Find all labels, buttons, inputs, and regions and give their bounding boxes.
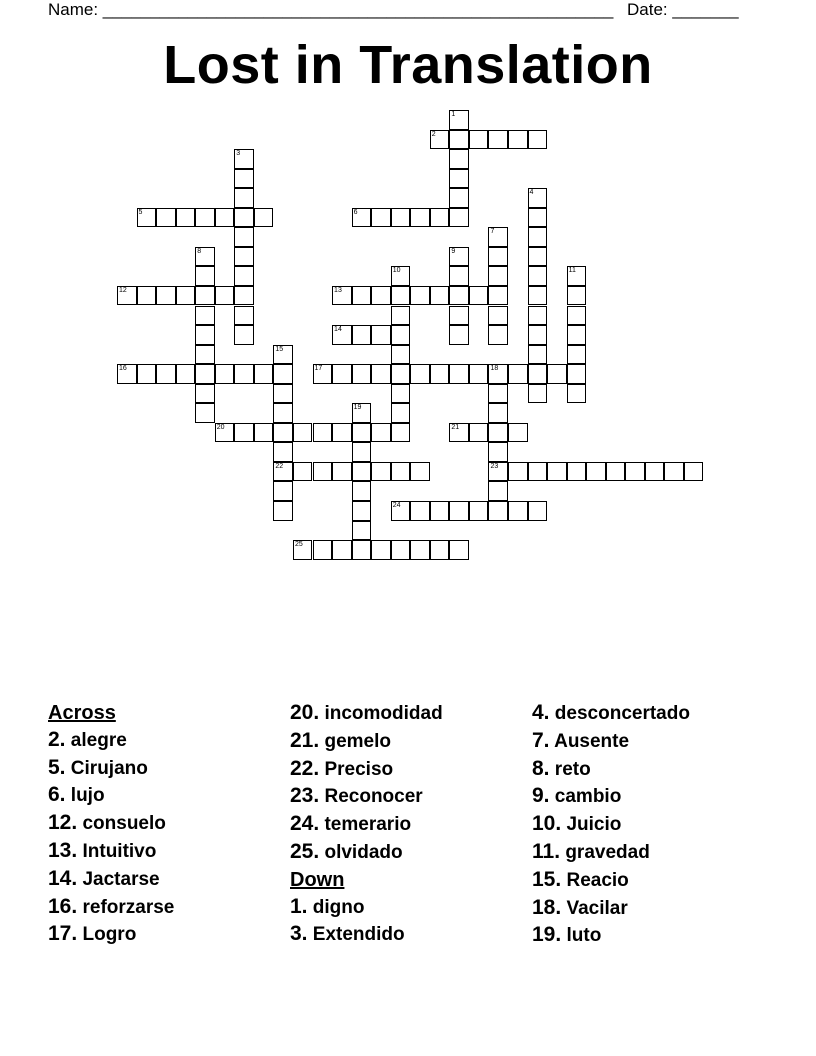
clue-number: 12 [119,286,127,294]
grid-cell[interactable] [215,286,235,306]
grid-cell[interactable] [488,247,508,267]
grid-cell[interactable] [234,423,254,443]
clue-item-text: temerario [324,814,412,836]
grid-cell[interactable] [528,247,548,267]
grid-cell[interactable] [567,266,587,286]
grid-cell[interactable] [488,462,508,482]
clue-number: 4 [529,189,534,197]
grid-cell[interactable] [430,286,450,306]
grid-cell[interactable] [391,403,411,423]
grid-cell[interactable] [567,306,587,326]
grid-cell[interactable] [528,306,548,326]
clue-item [290,783,540,811]
grid-cell[interactable] [371,286,391,306]
clue-item-number: 10. [532,812,562,836]
clue-number: 25 [294,541,303,549]
grid-cell[interactable] [645,462,665,482]
date-field-line: Date: _______ [627,0,739,19]
clue-number: 13 [334,286,342,294]
clue-item [532,867,782,895]
grid-cell[interactable] [528,227,548,247]
grid-cell[interactable] [528,188,548,208]
grid-cell[interactable] [410,462,430,482]
grid-cell[interactable] [410,286,430,306]
clue-item-number: 12. [48,811,78,835]
clue-item [532,728,782,756]
grid-cell[interactable] [391,286,411,306]
grid-cell[interactable] [313,364,333,384]
grid-cell[interactable] [469,364,489,384]
grid-cell[interactable] [195,286,215,306]
grid-cell[interactable] [488,325,508,345]
clue-item-text: cambio [554,786,622,808]
clue-item-number: 25. [290,839,320,863]
grid-cell[interactable] [215,364,235,384]
clue-number: 14 [334,326,342,334]
clue-item-number: 14. [48,866,78,890]
grid-cell[interactable] [449,208,469,228]
clue-number: 20 [216,423,225,431]
grid-cell[interactable] [449,169,469,189]
clue-item-number: 2. [48,727,66,751]
grid-cell[interactable] [352,521,372,541]
grid-cell[interactable] [273,501,293,521]
grid-cell[interactable] [273,345,293,365]
grid-cell[interactable] [508,423,528,443]
grid-cell[interactable] [273,384,293,404]
grid-cell[interactable] [664,462,684,482]
grid-cell[interactable] [391,306,411,326]
clue-item-number: 24. [290,812,320,836]
clue-item-number: 8. [532,756,550,780]
grid-cell[interactable] [176,364,196,384]
clue-item-number: 13. [48,838,78,862]
clue-item [290,728,540,756]
grid-cell[interactable] [137,286,157,306]
grid-cell[interactable] [332,462,352,482]
grid-cell[interactable] [528,286,548,306]
across-heading: Across [48,702,116,724]
grid-cell[interactable] [528,266,548,286]
clue-item-number: 7. [532,728,550,752]
clue-number: 3 [236,150,241,158]
grid-cell[interactable] [313,423,333,443]
clue-number: 21 [451,423,460,431]
clue-item-number: 17. [48,922,78,946]
grid-cell[interactable] [449,364,469,384]
clue-item-text: Cirujano [70,757,148,779]
clue-number: 11 [568,267,576,275]
clue-number: 24 [392,502,401,509]
grid-cell[interactable] [391,325,411,345]
grid-cell[interactable] [313,462,333,482]
grid-cell[interactable] [234,169,254,189]
grid-cell[interactable] [352,286,372,306]
grid-cell[interactable] [195,266,215,286]
clue-item-number: 15. [532,867,562,891]
grid-cell[interactable] [488,286,508,306]
grid-cell[interactable] [391,540,411,560]
grid-cell[interactable] [567,345,587,365]
grid-cell[interactable] [449,110,469,130]
grid-cell[interactable] [547,462,567,482]
grid-cell[interactable] [449,540,469,560]
grid-cell[interactable] [488,423,508,443]
clue-item [48,755,298,783]
grid-cell[interactable] [273,462,293,482]
grid-cell[interactable] [195,325,215,345]
grid-cell[interactable] [254,208,274,228]
grid-cell[interactable] [352,208,372,228]
clue-item [532,895,782,923]
page-title: Lost in Translation [163,35,653,95]
grid-cell[interactable] [234,364,254,384]
grid-cell[interactable] [528,384,548,404]
grid-cell[interactable] [488,306,508,326]
grid-cell[interactable] [195,306,215,326]
grid-cell[interactable] [391,384,411,404]
grid-cell[interactable] [273,481,293,501]
grid-cell[interactable] [352,325,372,345]
grid-cell[interactable] [528,325,548,345]
clue-item-text: Preciso [324,758,394,780]
grid-cell[interactable] [449,266,469,286]
clue-item-number: 11. [532,839,561,863]
grid-cell[interactable] [586,462,606,482]
grid-cell[interactable] [352,364,372,384]
clue-item-number: 20. [290,701,320,724]
clue-item-number: 5. [48,755,66,779]
grid-cell[interactable] [469,423,489,443]
clue-item [290,756,540,784]
grid-cell[interactable] [391,208,411,228]
clue-number: 5 [138,208,143,216]
clue-item-number: 22. [290,756,320,780]
grid-cell[interactable] [371,423,391,443]
clue-column-1 [48,700,298,949]
clue-number: 23 [490,462,499,470]
clue-item [532,922,782,950]
grid-cell[interactable] [430,540,450,560]
clue-item-number: 3. [290,922,308,946]
grid-cell[interactable] [508,462,528,482]
clue-item [532,839,782,867]
clue-item-text: Vacilar [566,897,628,919]
grid-cell[interactable] [234,325,254,345]
grid-cell[interactable] [273,364,293,384]
clue-item-text: Extendido [312,924,405,946]
down-heading: Down [290,868,345,891]
grid-cell[interactable] [313,540,333,560]
clue-item-number: 16. [48,894,78,918]
clue-item [48,894,298,922]
grid-cell[interactable] [117,286,137,306]
clue-number: 1 [451,111,456,118]
clue-item [532,700,782,728]
clue-item-text: reto [554,758,591,780]
clue-item-number: 23. [290,784,320,808]
clue-item [290,811,540,839]
clue-item-text: Intuitivo [82,840,157,862]
grid-cell[interactable] [488,266,508,286]
grid-cell[interactable] [234,149,254,169]
grid-cell[interactable] [352,442,372,462]
grid-cell[interactable] [234,286,254,306]
grid-cell[interactable] [234,306,254,326]
clue-column-2 [290,700,540,949]
grid-cell[interactable] [293,423,313,443]
clue-item-text: consuelo [82,813,166,835]
grid-cell[interactable] [391,423,411,443]
grid-cell[interactable] [391,266,411,286]
clue-number: 9 [451,247,456,255]
grid-cell[interactable] [567,364,587,384]
grid-cell[interactable] [469,501,489,521]
grid-cell[interactable] [488,403,508,423]
grid-cell[interactable] [391,345,411,365]
clue-item-text: alegre [70,729,127,751]
grid-cell[interactable] [156,208,176,228]
grid-cell[interactable] [488,227,508,247]
clue-item [48,921,298,949]
clue-item [48,838,298,866]
grid-cell[interactable] [215,208,235,228]
grid-cell[interactable] [371,325,391,345]
clue-item [532,783,782,811]
clue-item [290,839,540,867]
grid-cell[interactable] [567,286,587,306]
grid-cell[interactable] [137,208,157,228]
clue-number: 15 [275,345,284,353]
grid-cell[interactable] [430,501,450,521]
grid-cell[interactable] [254,423,274,443]
clue-item-number: 1. [290,894,308,918]
grid-cell[interactable] [391,501,411,521]
grid-cell[interactable] [254,364,274,384]
grid-cell[interactable] [449,325,469,345]
grid-cell[interactable] [488,501,508,521]
grid-cell[interactable] [293,462,313,482]
clue-item-text: lujo [70,785,105,807]
grid-cell[interactable] [176,208,196,228]
grid-cell[interactable] [449,423,469,443]
grid-cell[interactable] [391,364,411,384]
clue-item-number: 21. [290,728,320,752]
grid-cell[interactable] [508,130,528,150]
name-field-line: Name: ______________________________________________________ [48,0,614,19]
grid-cell[interactable] [528,364,548,384]
grid-cell[interactable] [371,364,391,384]
grid-cell[interactable] [488,364,508,384]
grid-cell[interactable] [488,481,508,501]
grid-cell[interactable] [195,364,215,384]
grid-cell[interactable] [137,364,157,384]
grid-cell[interactable] [234,188,254,208]
grid-cell[interactable] [234,266,254,286]
grid-cell[interactable] [449,501,469,521]
grid-cell[interactable] [488,130,508,150]
clue-number: 7 [490,228,495,236]
grid-cell[interactable] [156,364,176,384]
clue-item-number: 9. [532,784,550,808]
grid-cell[interactable] [332,325,352,345]
grid-cell[interactable] [371,208,391,228]
grid-cell[interactable] [488,442,508,462]
grid-cell[interactable] [567,384,587,404]
grid-cell[interactable] [273,423,293,443]
clue-item-number: 18. [532,895,562,919]
grid-cell[interactable] [195,403,215,423]
grid-cell[interactable] [293,540,313,560]
clue-item-text: digno [312,896,365,918]
clue-item [290,700,540,728]
grid-cell[interactable] [684,462,704,482]
grid-cell[interactable] [352,403,372,423]
clue-item-text: olvidado [324,841,403,863]
grid-cell[interactable] [234,208,254,228]
grid-cell[interactable] [528,501,548,521]
clue-number: 18 [490,365,499,373]
grid-cell[interactable] [430,364,450,384]
clue-item [532,811,782,839]
clue-item-text: Logro [82,924,137,946]
grid-cell[interactable] [508,501,528,521]
clue-item [48,866,298,894]
grid-cell[interactable] [410,501,430,521]
grid-cell[interactable] [332,364,352,384]
clue-item-text: gemelo [324,730,392,752]
grid-cell[interactable] [449,247,469,267]
grid-cell[interactable] [352,462,372,482]
grid-cell[interactable] [606,462,626,482]
grid-cell[interactable] [156,286,176,306]
clue-item [48,782,298,810]
clue-item-text: Reacio [566,869,629,891]
grid-cell[interactable] [234,227,254,247]
grid-cell[interactable] [410,364,430,384]
clue-item-text: Ausente [554,730,630,752]
clue-item-text: Jactarse [82,868,160,890]
grid-cell[interactable] [449,286,469,306]
grid-cell[interactable] [547,364,567,384]
grid-cell[interactable] [391,462,411,482]
grid-cell[interactable] [449,306,469,326]
clue-item-text: luto [566,925,602,947]
grid-cell[interactable] [567,325,587,345]
clue-item [532,756,782,784]
clue-number: 17 [314,365,323,373]
clue-item [290,921,540,949]
clue-item-text: Juicio [566,814,622,836]
grid-cell[interactable] [488,384,508,404]
grid-cell[interactable] [234,247,254,267]
grid-cell[interactable] [273,442,293,462]
clue-item-text: desconcertado [554,703,690,724]
grid-cell[interactable] [449,188,469,208]
grid-cell[interactable] [273,403,293,423]
clue-item-number: 4. [532,701,550,724]
grid-cell[interactable] [215,423,235,443]
clue-number: 6 [353,208,358,216]
clue-item-text: incomodidad [324,703,443,724]
grid-cell[interactable] [332,423,352,443]
grid-cell[interactable] [332,286,352,306]
grid-cell[interactable] [195,384,215,404]
grid-cell[interactable] [528,462,548,482]
grid-cell[interactable] [195,247,215,267]
clue-column-3 [532,700,782,950]
clue-item-text: reforzarse [82,896,175,918]
grid-cell[interactable] [567,462,587,482]
grid-cell[interactable] [195,208,215,228]
grid-cell[interactable] [430,208,450,228]
clue-number: 22 [275,462,284,470]
grid-cell[interactable] [352,501,372,521]
grid-cell[interactable] [117,364,137,384]
clue-item [48,810,298,838]
grid-cell[interactable] [352,540,372,560]
clue-item-text: Reconocer [324,786,423,808]
grid-cell[interactable] [528,345,548,365]
clue-number: 10 [392,267,401,275]
clue-number: 8 [197,247,202,255]
clue-item [290,894,540,922]
clue-number: 16 [119,365,127,373]
grid-cell[interactable] [352,481,372,501]
grid-cell[interactable] [449,149,469,169]
grid-cell[interactable] [469,286,489,306]
grid-cell[interactable] [332,540,352,560]
grid-cell[interactable] [352,423,372,443]
grid-cell[interactable] [430,130,450,150]
grid-cell[interactable] [371,462,391,482]
clue-item-number: 6. [48,783,66,807]
grid-cell[interactable] [371,540,391,560]
grid-cell[interactable] [410,208,430,228]
clue-number: 2 [431,130,436,138]
grid-cell[interactable] [195,345,215,365]
clue-item [48,727,298,755]
clue-item-text: gravedad [565,841,650,863]
grid-cell[interactable] [469,130,489,150]
grid-cell[interactable] [625,462,645,482]
grid-cell[interactable] [528,130,548,150]
grid-cell[interactable] [528,208,548,228]
clue-item-number: 19. [532,923,562,947]
grid-cell[interactable] [176,286,196,306]
clue-number: 19 [353,404,362,412]
grid-cell[interactable] [410,540,430,560]
grid-cell[interactable] [508,364,528,384]
grid-cell[interactable] [449,130,469,150]
